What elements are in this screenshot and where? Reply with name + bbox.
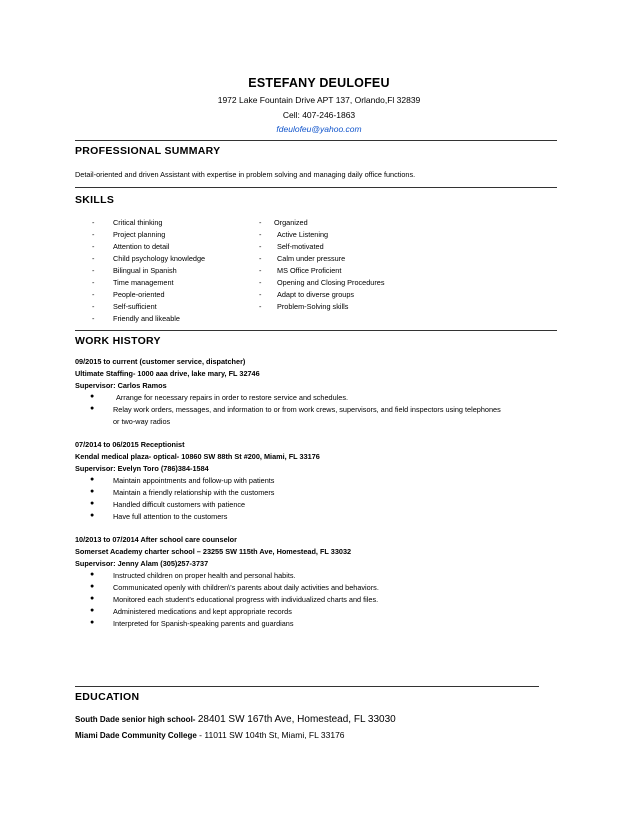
bullet-icon: ● (90, 619, 95, 626)
list-dash: - (92, 278, 95, 287)
skill-item: Critical thinking (113, 218, 163, 227)
job-duty: Relay work orders, messages, and information to or from work crews, supervisors, and field inspectors using telephones (113, 405, 501, 414)
job-employer: Ultimate Staffing- 1000 aaa drive, lake mary, FL 32746 (75, 369, 260, 378)
list-dash: - (259, 266, 262, 275)
skill-item: Opening and Closing Procedures (277, 278, 385, 287)
bullet-icon: ● (90, 488, 95, 495)
list-dash: - (259, 302, 262, 311)
summary-text: Detail-oriented and driven Assistant with expertise in problem solving and managing daily office functions. (75, 170, 416, 179)
bullet-icon: ● (90, 583, 95, 590)
education-entry (75, 730, 345, 740)
list-dash: - (259, 278, 262, 287)
bullet-icon: ● (90, 476, 95, 483)
school-name: South Dade senior high school- (75, 715, 196, 724)
list-dash: - (92, 230, 95, 239)
list-dash: - (259, 290, 262, 299)
job-duty: Maintain a friendly relationship with the customers (113, 488, 275, 497)
job-duty: Handled difficult customers with patience (113, 500, 246, 509)
job-duty: Arrange for necessary repairs in order to restore service and schedules. (116, 393, 348, 402)
job-duty: Communicated openly with children\'s parents about daily activities and behaviors. (113, 583, 379, 592)
skill-item: Active Listening (277, 230, 329, 239)
job-duty: Maintain appointments and follow-up with patients (113, 476, 275, 485)
address-line: 1972 Lake Fountain Drive APT 137, Orlando,Fl 32839 (217, 95, 421, 105)
list-dash: - (92, 266, 95, 275)
list-dash: - (92, 290, 95, 299)
job-duty: Have full attention to the customers (113, 512, 228, 521)
skill-item: Child psychology knowledge (113, 254, 206, 263)
list-dash: - (92, 218, 95, 227)
job-duty: Administered medications and kept appropriate records (113, 607, 292, 616)
divider (75, 686, 539, 687)
job-supervisor: Supervisor: Jenny Alam (305)257-3737 (75, 559, 209, 568)
job-duty: or two-way radios (113, 417, 171, 426)
skill-item: Friendly and likeable (113, 314, 180, 323)
bullet-icon: ● (90, 393, 95, 400)
job-supervisor: Supervisor: Carlos Ramos (75, 381, 167, 390)
skill-item: Bilingual in Spanish (113, 266, 177, 275)
list-dash: - (92, 302, 95, 311)
school-address: 28401 SW 167th Ave, Homestead, FL 33030 (197, 714, 396, 725)
skill-item: People-oriented (113, 290, 165, 299)
skill-item: Time management (113, 278, 174, 287)
candidate-name: ESTEFANY DEULOFEU (248, 76, 390, 90)
school-address: - 11011 SW 104th St, Miami, FL 33176 (199, 730, 345, 740)
skill-item: Organized (274, 218, 308, 227)
skill-item: Calm under pressure (277, 254, 346, 263)
bullet-icon: ● (90, 607, 95, 614)
education-entry (75, 714, 396, 725)
skill-item: Problem-Solving skills (277, 302, 349, 311)
skill-item: Attention to detail (113, 242, 170, 251)
summary-heading: PROFESSIONAL SUMMARY (75, 145, 221, 157)
school-name: Miami Dade Community College (75, 731, 197, 740)
job-employer: Kendal medical plaza- optical- 10860 SW 88th St #200, Miami, FL 33176 (75, 452, 320, 461)
skill-item: MS Office Proficient (277, 266, 342, 275)
job-dates: 10/2013 to 07/2014 After school care counselor (75, 535, 237, 544)
job-duty: Monitored each student’s educational progress with individualized charts and files. (113, 595, 379, 604)
list-dash: - (259, 230, 262, 239)
skill-item: Self-motivated (277, 242, 324, 251)
bullet-icon: ● (90, 405, 95, 412)
list-dash: - (92, 242, 95, 251)
job-duty: Instructed children on proper health and personal habits. (113, 571, 296, 580)
skill-item: Project planning (113, 230, 166, 239)
bullet-icon: ● (90, 571, 95, 578)
job-dates: 09/2015 to current (customer service, dispatcher) (75, 357, 246, 366)
divider (75, 187, 557, 188)
education-heading: EDUCATION (75, 691, 140, 703)
skill-item: Adapt to diverse groups (277, 290, 355, 299)
job-employer: Somerset Academy charter school – 23255 SW 115th Ave, Homestead, FL 33032 (75, 547, 352, 556)
skills-heading: SKILLS (75, 194, 115, 206)
phone-line: Cell: 407-246-1863 (282, 110, 356, 120)
list-dash: - (92, 314, 95, 323)
list-dash: - (92, 254, 95, 263)
job-supervisor: Supervisor: Evelyn Toro (786)384-1584 (75, 464, 209, 473)
divider (75, 330, 557, 331)
divider (75, 140, 557, 141)
bullet-icon: ● (90, 512, 95, 519)
skill-item: Self-sufficient (113, 302, 157, 311)
bullet-icon: ● (90, 500, 95, 507)
job-duty: Interpreted for Spanish-speaking parents and guardians (113, 619, 294, 628)
list-dash: - (259, 254, 262, 263)
bullet-icon: ● (90, 595, 95, 602)
email-link[interactable]: fdeulofeu@yahoo.com (276, 124, 362, 134)
list-dash: - (259, 242, 262, 251)
job-dates: 07/2014 to 06/2015 Receptionist (75, 440, 185, 449)
work-heading: WORK HISTORY (75, 335, 161, 347)
list-dash: - (259, 218, 262, 227)
